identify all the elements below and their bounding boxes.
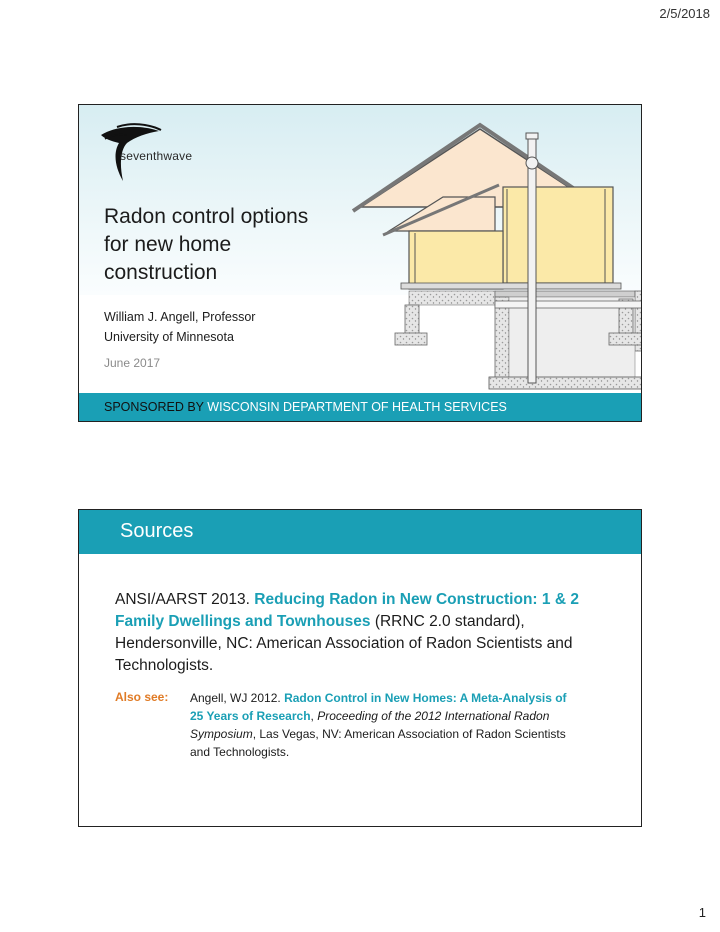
house-cross-section-illustration bbox=[309, 119, 642, 395]
page-date: 2/5/2018 bbox=[659, 6, 710, 21]
citation-title: Reducing Radon in New Construction: 1 & 2 Family Dwellings and Townhouses bbox=[115, 591, 579, 630]
logo-text: seventhwave bbox=[120, 149, 193, 163]
also-separator: , bbox=[310, 709, 318, 723]
citation-author: ANSI/AARST 2013. bbox=[115, 591, 255, 608]
author-name: William J. Angell, Professor bbox=[104, 310, 256, 324]
title-slide bbox=[78, 104, 642, 422]
slide-title: Radon control options for new home construction bbox=[104, 205, 309, 284]
sponsor-footer bbox=[79, 393, 641, 421]
author-affiliation: University of Minnesota bbox=[104, 330, 234, 344]
primary-citation bbox=[115, 589, 595, 677]
presentation-date: June 2017 bbox=[104, 356, 161, 370]
citation-details: (RRNC 2.0 standard), Hendersonville, NC: American Association of Radon Scientists and Technologists. bbox=[115, 613, 573, 674]
also-see-label: Also see: bbox=[115, 690, 169, 704]
also-details: , Las Vegas, NV: American Association of Radon Scientists and Technologists. bbox=[190, 727, 566, 759]
secondary-citation bbox=[190, 689, 580, 761]
sponsor-org: WISCONSIN DEPARTMENT OF HEALTH SERVICES bbox=[203, 400, 507, 414]
page-number: 1 bbox=[698, 905, 706, 920]
sources-slide bbox=[78, 509, 642, 827]
slide-header bbox=[79, 510, 641, 554]
also-title: Radon Control in New Homes: A Meta-Analysis of 25 Years of Research bbox=[190, 691, 567, 723]
slide-title: Sources bbox=[120, 520, 194, 542]
sponsor-label: SPONSORED BY bbox=[104, 400, 204, 414]
also-author: Angell, WJ 2012. bbox=[190, 691, 285, 705]
author-block bbox=[104, 307, 255, 347]
also-proceedings: Proceeding of the 2012 International Radon Symposium bbox=[190, 709, 550, 741]
